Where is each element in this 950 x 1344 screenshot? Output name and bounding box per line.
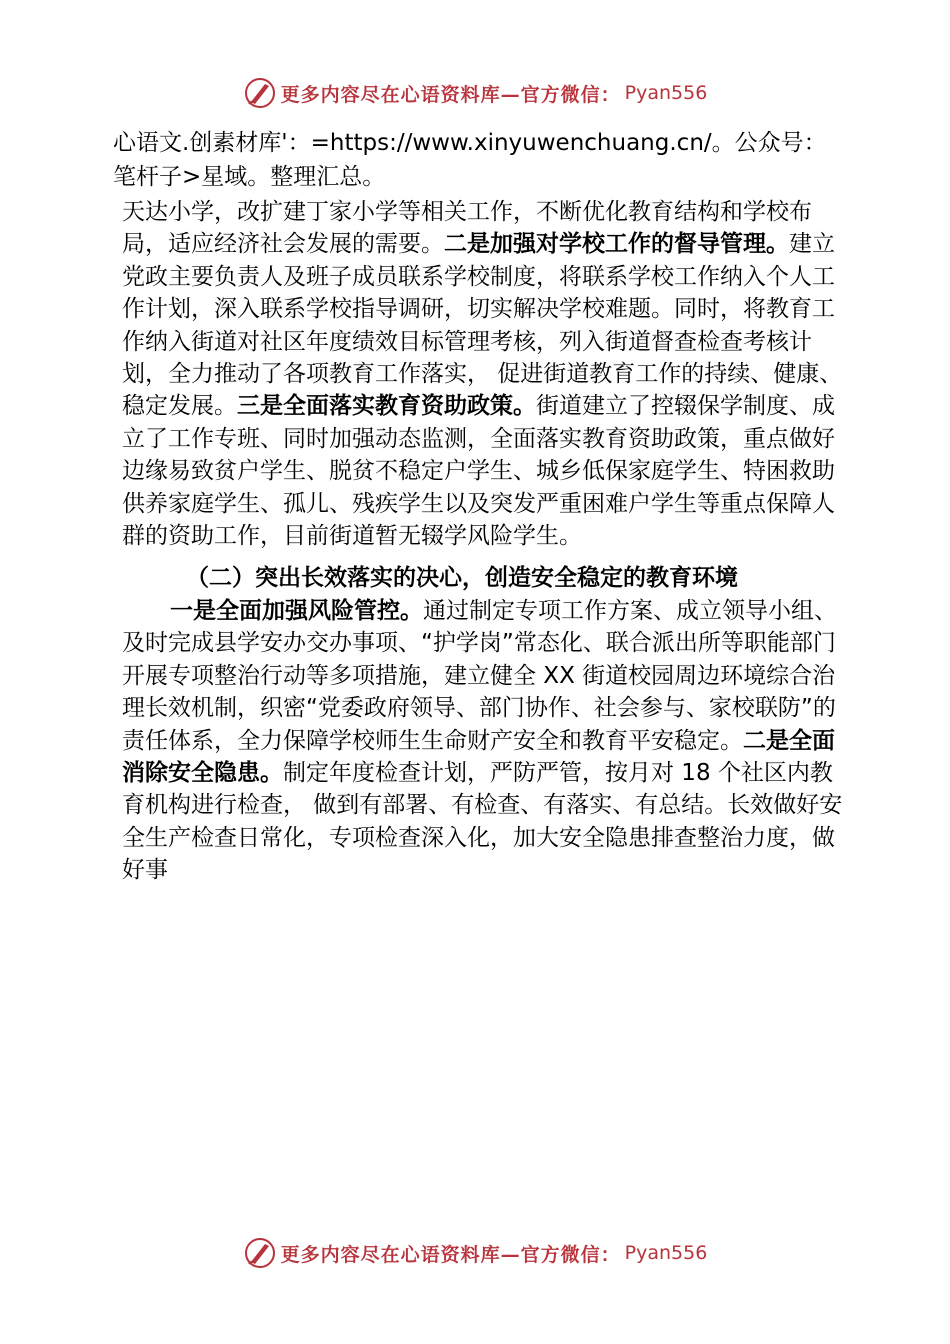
section-heading: （二）突出长效落实的决心，创造安全稳定的教育环境 <box>186 565 738 592</box>
source-note-line-2: 笔杆子>星域。整理汇总。 <box>113 164 386 190</box>
document-body <box>122 196 852 887</box>
source-note <box>113 126 883 194</box>
paragraph-1-text-1: 天达小学，改扩建丁家小学等相关工作，不断优化教育结构和学校布局，适应经济社会发展的需要。 <box>122 199 812 258</box>
paragraph-2-bold-1: 一是全面加强风险管控。 <box>170 597 423 624</box>
brush-logo-icon <box>243 1236 277 1270</box>
watermark-wechat-id: Pyan556 <box>624 82 708 104</box>
brush-logo-icon <box>243 76 277 110</box>
source-note-line-1: 心语文.创素材库'：=https://www.xinyuwenchuang.cn/。公众号： <box>113 130 827 156</box>
paragraph-1-bold-2: 三是全面落实教育资助政策。 <box>237 393 536 420</box>
watermark-text: 更多内容尽在心语资料库—官方微信： <box>280 83 621 106</box>
watermark-bottom <box>0 1233 950 1273</box>
paragraph-2 <box>122 595 852 887</box>
watermark-top <box>0 73 950 113</box>
paragraph-2-bold-2: 二是全面消除安全隐患。 <box>122 727 835 786</box>
watermark-text: 更多内容尽在心语资料库—官方微信： <box>280 1243 621 1266</box>
paragraph-1-bold-1: 二是加强对学校工作的督导管理。 <box>444 231 789 258</box>
watermark-wechat-id: Pyan556 <box>624 1242 708 1264</box>
paragraph-2-text-1: 通过制定专项工作方案、成立领导小组、及时完成县学安办交办事项、“护学岗”常态化、联合派出所等职能部门开展专项整治行动等多项措施，建立健全 XX 街道校园周边环境综合治理长效机制，织密“党委政府领导、部门协作、社会参与、家校联防”的责任体系，全力保障学校师生生命财产安全和教育平安稳定。 <box>122 597 837 754</box>
paragraph-1 <box>122 196 852 552</box>
paragraph-2-text-2: 制定年度检查计划，严防严管，按月对 18 个社区内教育机构进行检查， 做到有部署、有检查、有落实、有总结。长效做好安全生产检查日常化，专项检查深入化，加大安全隐患排查整治力度，做好事 <box>122 759 843 884</box>
paragraph-1-text-2: 建立党政主要负责人及班子成员联系学校制度，将联系学校工作纳入个人工作计划，深入联系学校指导调研，切实解决学校难题。同时，将教育工作纳入街道对社区年度绩效目标管理考核，列入街道督查检查考核计划，全力推动了各项教育工作落实， 促进街道教育工作的持续、健康、稳定发展。 <box>122 231 843 420</box>
paragraph-1-text-3: 街道建立了控辍保学制度、成立了工作专班、同时加强动态监测，全面落实教育资助政策，重点做好边缘易致贫户学生、脱贫不稳定户学生、城乡低保家庭学生、特困救助供养家庭学生、孤儿、残疾学生以及突发严重困难户学生等重点保障人群的资助工作，目前街道暂无辍学风险学生。 <box>122 393 835 550</box>
